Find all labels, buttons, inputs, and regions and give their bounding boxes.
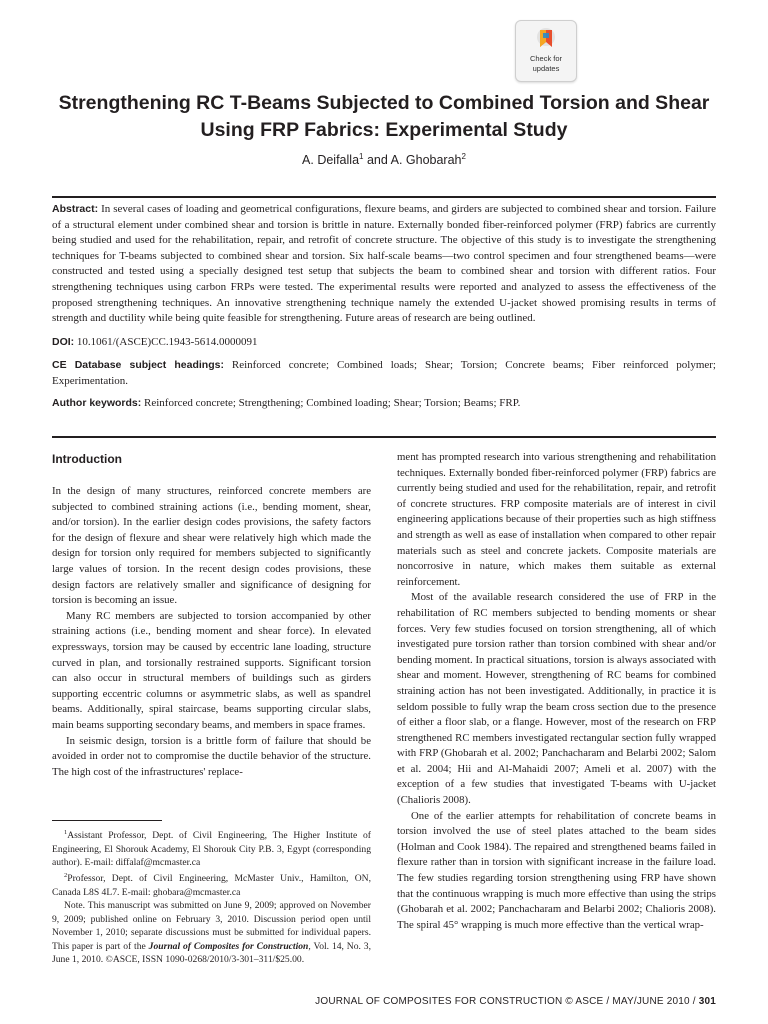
author-line: [40, 152, 728, 167]
paragraph: ment has prompted research into various strengthening and rehabilitation techniques. Externally bonded fiber-reinforced polymer (FRP) fabrics are currently being studied and used for the rehabilitation, repair, and retrofit of concrete structures. FRP composite materials are of interest in civil engineering applications because of their properties such as high stiffness and strength as well as ease of installation when compared to other repair materials such as steel and concrete jackets. Composite materials are noncorrosive in nature, which makes them suitable as external reinforcement.: [397, 451, 716, 588]
footnote-rule: [52, 820, 162, 821]
doi-label: DOI:: [52, 335, 75, 348]
footnote-2: [52, 869, 371, 899]
abstract-bottom-rule: [52, 436, 716, 438]
abstract: [52, 202, 716, 327]
badge-label-line1: Check for: [529, 54, 563, 63]
author-2: A. Ghobarah: [390, 153, 462, 168]
note-text: Note. This manuscript was submitted on June 9, 2009; approved on November 9, 2009; published online on February 3, 2010. Discussion period open until November 1, 2010; separate discussions must be submitted for individual papers. This paper is part of the: [52, 900, 371, 952]
doi: [52, 335, 716, 351]
author-1-affiliation-mark: 1: [359, 152, 364, 161]
footnote-1-mark: 1: [64, 829, 68, 836]
paper-title: Strengthening RC T-Beams Subjected to Combined Torsion and Shear Using FRP Fabrics: Experimental Study: [58, 92, 710, 141]
author-2-affiliation-mark: 2: [461, 152, 466, 161]
paragraph: In seismic design, torsion is a brittle form of failure that should be avoided in order not to compromise the ductile behavior of the structure. The high cost of the infrastructures' replace-: [52, 734, 371, 778]
keywords-text: Reinforced concrete; Strengthening; Combined loading; Shear; Torsion; Beams; FRP.: [144, 396, 521, 409]
ce-headings-text: Reinforced concrete; Combined loads; Shear; Torsion; Concrete beams; Fiber reinforced polymer; Experimentation.: [52, 359, 716, 387]
right-column: [397, 450, 716, 933]
abstract-text: In several cases of loading and geometrical configurations, flexure beams, and girders are subjected to combined shear and torsion. Failure of a structural element under combined shear and torsion is brittle in nature. Externally bonded fiber-reinforced polymer (FRP) fabrics are currently being studied and used for the rehabilitation, repair, and retrofit of concrete structure. The objective of this study is to investigate the strengthening techniques for T-beams subjected to combined shear and torsion. Six half-scale beams—two control specimen and four strengthened beams—were constructed and tested using a specially designed test setup that subjects the beam to combined shear and torsion with different ratios. Four strengthening techniques using carbon FRPs were tested. The experimental results were reported and analyzed to assess the effectiveness of the proposed strengthening techniques. An innovative strengthening technique namely the extended U-jacket showed promising results in terms of strength and ductility while being quite feasible for strengthening. Future areas of research are being outlined.: [52, 203, 716, 325]
footnote-1-text: Assistant Professor, Dept. of Civil Engineering, The Higher Institute of Engineering, El Shorouk Academy, El Shorouk City P.B. 3, Egypt (corresponding author). E-mail: diffalaf@mcmaster.ca: [52, 830, 371, 868]
submission-note: [52, 899, 371, 966]
note-text-end: , Vol. 14, No. 3, June 1, 2010. ©ASCE, ISSN 1090-0268/2010/3-301–311/$25.00.: [52, 940, 372, 966]
footnote-1: [52, 826, 371, 869]
author-1: A. Deifalla: [302, 153, 360, 168]
ce-headings-label: CE Database subject headings:: [52, 359, 224, 372]
page-number: 301: [698, 996, 716, 1007]
doi-link[interactable]: 10.1061/(ASCE)CC.1943-5614.0000091: [76, 335, 258, 348]
paragraph: One of the earlier attempts for rehabilitation of concrete beams in torsion involved the use of steel plates attached to the beam sides (Holman and Cook 1984). The repaired and strengthened beams failed in flexure rather than in torsion with significant increase in the failure load. The few studies regarding torsion strengthening using FRP have shown that the continuous wrapping is much more effective than using the strips (Ghobarah et al. 2002; Panchacharam and Belarbi 2002; Chalioris 2008). The spiral 45° wrapping is much more effective than the vertical wrap-: [397, 809, 716, 931]
journal-name: Journal of Composites for Construction: [148, 940, 309, 952]
footnote-2-text: Professor, Dept. of Civil Engineering, McMaster Univ., Hamilton, ON, Canada L8S 4L7. E-mail: ghobara@mcmaster.ca: [52, 873, 371, 898]
check-for-updates-badge[interactable]: [515, 20, 577, 82]
top-rule: [52, 196, 716, 198]
abstract-block: [52, 202, 716, 417]
footer-journal: JOURNAL OF COMPOSITES FOR CONSTRUCTION © ASCE / MAY/JUNE 2010 /: [315, 996, 699, 1007]
author-keywords: [52, 396, 716, 412]
left-column: [52, 452, 371, 780]
footnote-2-mark: 2: [64, 872, 68, 880]
abstract-label: Abstract:: [52, 203, 99, 215]
bookmark-icon: [535, 27, 557, 53]
paragraph: Many RC members are subjected to torsion accompanied by other straining actions (i.e., bending moment and shear force). In elevated expressways, torsion may be caused by eccentric lane loading, structure curved in plan, and torsionally restrained supports. Significant torsion can also occur in structural members of buildings such as girders supporting eccentric columns or asymmetric slabs, as well as spandrel beams. Additionally, spiral staircase, beams supporting circular slabs, main beams supporting secondary beams, and members in space frames.: [52, 609, 371, 731]
footnotes: [52, 826, 371, 966]
paragraph: In the design of many structures, reinforced concrete members are subjected to combined straining actions (i.e., bending moment, shear, and/or torsion). In the earlier design codes provisions, the safety factors for the design of flexure and shear were relatively high which made the design for torsion only required for members subjected to significantly large values of torsion. In the recent design codes provisions, these design factors are relatively smaller and significance of designing for torsion is becoming an issue.: [52, 485, 371, 607]
page-footer: [315, 996, 716, 1007]
badge-label-line2: updates: [532, 64, 560, 73]
section-heading-introduction: Introduction: [52, 452, 122, 466]
authors-conjunction: and: [363, 153, 391, 168]
paragraph: Most of the available research considered the use of FRP in the rehabilitation of RC members subjected to bending moments or shear forces. Very few studies focused on torsion strengthening, all of which investigated pure torsion rather than torsion combined with shear and/or bending moment. In practical situations, torsion is always associated with shear and moment. However, strengthening of RC beams for combined straining action has not been investigated. Additionally, in practice it is seldom possible to fully wrap the beam cross section due to the presence of either a floor slab, or a flange. However, most of the research on FRP strengthened RC members investigated rectangular section fully wrapped with FRP (Ghobarah et al. 2002; Panchacharam and Belarbi 2002; Salom et al. 2004; Hii and Al-Mahaidi 2007; Ameli et al. 2007) with the exception of a few studies that investigated T-beams with U-jacket (Chalioris 2008).: [397, 591, 716, 807]
keywords-label: Author keywords:: [52, 396, 142, 409]
ce-subject-headings: [52, 358, 716, 389]
